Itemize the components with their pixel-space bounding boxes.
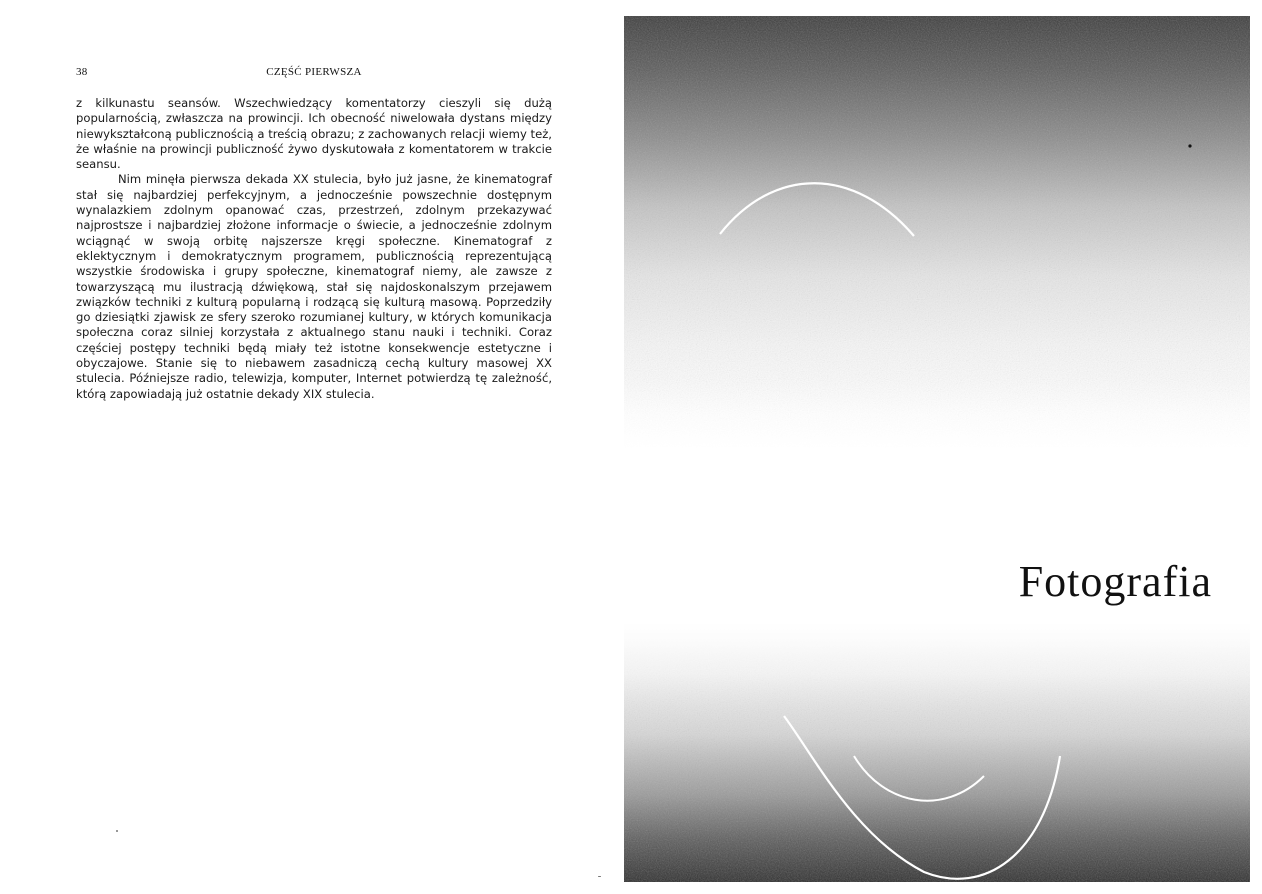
decorative-curves: [624, 16, 1250, 882]
body-text: [76, 96, 552, 402]
paragraph-1: z kilkunastu seansów. Wszechwiedzący komentatorzy cieszyli się dużą popularnością, zwłaszcza na prowincji. Ich obecność niwelowała dystans między niewykształconą publicznością a treścią obrazu; z zachowanych relacji wiemy też, że właśnie na prowincji publiczność żywo dyskutowała z komentatorem w trakcie seansu.: [76, 96, 552, 172]
paragraph-2: Nim minęła pierwsza dekada XX stulecia, było już jasne, że kinematograf stał się najbardziej perfekcyjnym, a jednocześnie powszechnie dostępnym wynalazkiem zdolnym opanować czas, przestrzeń, zdolnym przekazywać najprostsze i najbardziej złożone informacje o świecie, a jednocześnie zdolnym wciągnąć w swoją orbitę najszersze kręgi społeczne. Kinematograf z eklektycznym i demokratycznym programem, publicznością reprezentującą wszystkie środowiska i grupy społeczne, kinematograf niemy, ale zawsze z towarzyszącą mu ilustracją dźwiękową, stał się najdoskonalszym przejawem związków techniki z kulturą popularną i rodzącą się kulturą masową. Poprzedziły go dziesiątki zjawisk ze sfery szeroko rozumianej kultury, w których komunikacja społeczna coraz silniej korzystała z aktualnego stanu nauki i techniki. Coraz częściej postępy techniki będą miały też istotne konsekwencje estetyczne i obyczajowe. Stanie się to niebawem zasadniczą cechą kultury masowej XX stulecia. Późniejsze radio, telewizja, komputer, Internet potwierdzą tę zależność, którą zapowiadają już ostatnie dekady XIX stulecia.: [76, 172, 552, 401]
chapter-title: Fotografia: [1018, 557, 1212, 606]
running-head: [76, 66, 552, 80]
part-title: CZĘŚĆ PIERWSZA: [266, 66, 362, 78]
left-page: [0, 0, 622, 894]
lower-loop: [784, 716, 1060, 879]
upper-arc: [720, 183, 914, 236]
lower-inner-arc: [854, 756, 984, 801]
right-page: [624, 16, 1250, 882]
page-number: 38: [76, 66, 88, 78]
scan-speck: [1188, 144, 1191, 147]
scan-speck: [598, 876, 601, 877]
scan-speck: [116, 830, 118, 832]
